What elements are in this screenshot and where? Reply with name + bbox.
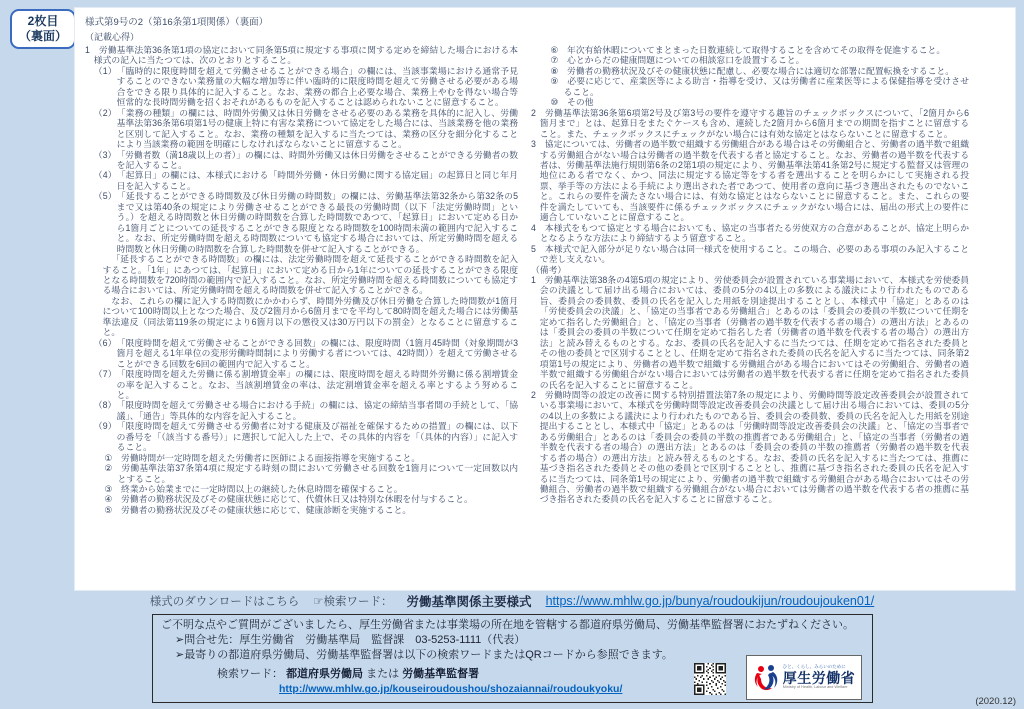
instruction-item-1-2: （2） 「業務の種類」の欄には、時間外労働又は休日労働をさせる必要のある業務を具体的に記入し、労働基準法第36条第6項第1号の健康上特に有害な業務について協定をした場合には、当該業務を他の業務と区別して記入すること。なお、業務の種類を記入するに当たつては、業務の区分を細分化することにより当該業務の範囲を明確にしなければならないことに留意すること。 [93, 107, 518, 150]
search-word-label: 検索ワード： [217, 667, 283, 680]
mhlw-logo [746, 655, 862, 700]
mhlw-logo-icon [753, 663, 779, 693]
mhlw-logo-tagline: ひと、くらし、みらいのために [782, 664, 846, 670]
remarks-item-2: 2 労働時間等の設定の改善に関する特別措置法第7条の規定により、労働時間等設定改善委員会が設置されている事業場において、本様式を労働時間等設定改善委員会の決議として届け出る場合においては、委員の5分の4以上の多数による議決により行われたものである旨、委員会の委員数、委員の氏名を記入した用紙を別途提出することとし、本様式中「協定」とあるのは「労働時間等設定改善委員会の決議」と、「協定の当事者である労働組合」とあるのは「委員会の委員の半数の推薦者である労働組合」と、「協定の当事者（労働者の過半数を代表する者の場合）の選出方法」とあるのは「委員会の委員の半数の推薦者（労働者の過半数を代表する者の場合）の選出方法」と読み替えるものとする。なお、委員の氏名を記入するに当たつては、推薦に基づき指名された委員とその他の委員とで区別することとし、推薦に基づき指名された委員の氏名を記入するに当たつては、同条第1号の規定により、労働者の過半数で組織する労働組合がある場合においてはその労働組合、労働者の過半数で組織する労働組合がない場合においては労働者の過半数を代表する者の推薦に基づき指名された委員の氏名を記入することに留意すること。 [531, 389, 969, 505]
measure-item-3: ③ 終業から始業までに一定時間以上の継続した休息時間を確保すること。 [104, 484, 403, 495]
mhlw-logo-subtitle: Ministry of Health, Labour and Welfare [782, 684, 848, 689]
contact-phone-line: ➢問合せ先：厚生労働省 労働基準局 監督課 03-5253-1111（代表） [175, 633, 526, 646]
instruction-item-1-4: （4） 「起算日」の欄には、本様式における「時間外労働・休日労働に関する協定届」の起算日と同じ年月日を記入すること。 [93, 170, 518, 191]
instruction-item-1-7: （7） 「限度時間を超えた労働に係る割増賃金率」の欄には、限度時間を超える時間外労働に係る割増賃金の率を記入すること。なお、当該割増賃金の率は、法定割増賃金率を超える率とするよう努めること。 [93, 369, 518, 400]
instruction-item-1-9: （9） 「限度時間を超えて労働させる労働者に対する健康及び福祉を確保するための措置」の欄には、以下の番号を「（該当する番号）」に選択して記入した上で、その具体的内容を「（具体的内容）」に記入すること。 [93, 421, 518, 453]
version-label: (2020.12) [975, 696, 1016, 707]
remarks-item-1: 1 労働基準法第38条の4第5項の規定により、労使委員会が設置されている事業場において、本様式を労使委員会の決議として届け出る場合においては、委員の5分の4以上の多数による議決により行われたものである旨、委員会の委員数、委員の氏名を記入した用紙を別途提出することとし、本様式中「協定」とあるのは「労使委員会の決議」と、「協定の当事者である労働組合」とあるのは「委員会の委員の半数について任期を定めて指名した労働組合」と、「協定の当事者（労働者の過半数を代表する者の場合）の選出方法」とあるのは「委員会の委員の半数について任期を定めて指名した者（労働者の過半数を代表する者の場合）の選出方法」と読み替えるものとする。なお、委員の氏名を記入するに当たつては、任期を定めて指名された委員とその他の委員とで区別することとし、任期を定めて指名された委員の氏名を記入するに当たつては、同条第2項第1号の規定により、労働者の過半数で組織する労働組合がある場合においてはその労働組合、労働者の過半数で組織する労働組合がない場合においては労働者の過半数を代表する者に任期を定めて指名された委員の氏名を記入することに留意すること。 [531, 274, 969, 390]
download-search-keyword: 労働基準関係主要様式 [406, 595, 532, 609]
instruction-item-1-8: （8） 「限度時間を超えて労働させる場合における手続」の欄には、協定の締結当事者間の手続として、「協議」、「通告」等具体的な内容を記入すること。 [93, 400, 518, 421]
download-label: 様式のダウンロードはこちら [149, 596, 300, 608]
search-word-conjunction: または [366, 667, 400, 680]
measure-item-4: ④ 労働者の勤務状況及びその健康状態に応じて、代償休日又は特別な休暇を付与すること。 [104, 494, 473, 505]
instruction-item-3: 3 協定については、労働者の過半数で組織する労働組合がある場合はその労働組合と、労働者の過半数で組織する労働組合がない場合は労働者の過半数を代表する者と協定すること。なお、労働者の過半数を代表する者は、労働基準法施行規則第6条の2第1項の規定により、労働基準法第41条第2号に規定する監督又は管理の地位にある者でなく、かつ、同法に規定する協定等をする者を選出することを明らかにして実施される投票、挙手等の方法による手続により選出された者であつて、使用者の意向に基づき選出されたものでないこと。これらの要件を満たさない場合には、有効な協定とはならないことに留意すること。また、これらの要件を満たしていても、当該要件に係るチェックボックスにチェックがない場合には、届出の形式上の要件に適合していないことに留意すること。 [531, 139, 969, 223]
instruction-item-2: 2 労働基準法第36条第6項第2号及び第3号の要件を遵守する趣旨のチェックボックスについて、「2箇月から6箇月まで」とは、起算日をまたぐケースも含め、連続した2箇月から6箇月までの期間を指すことに留意すること。また、チェックボックスにチェックがない場合には有効な協定とはならないことに留意すること。 [531, 107, 969, 139]
right-column [531, 45, 969, 590]
instruction-item-1-5-sub2: なお、これらの欄に記入する時間数にかかわらず、時間外労働及び休日労働を合算した時間数が1箇月について100時間以上となつた場合、及び2箇月から6箇月までを平均して80時間を超えた場合には労働基準法違反（同法第119条の規定により6箇月以下の懲役又は30万円以下の罰金）となることに留意すること。 [102, 295, 518, 338]
instruction-item-1: 1 労働基準法第36条第1項の協定において同条第5項に規定する事項に関する定めを締結した場合における本様式の記入に当たつては、次のとおりとすること。 [85, 45, 518, 66]
measure-item-5: ⑤ 労働者の勤務状況及びその健康状態に応じて、健康診断を実施すること。 [104, 504, 412, 515]
badge-line1: 2枚目 [27, 14, 59, 28]
badge-line2: （裏面） [18, 29, 67, 43]
pointer-hand-icon: ☞検索ワード： [313, 596, 393, 608]
search-word-1: 都道府県労働局 [286, 667, 364, 680]
instruction-columns [85, 45, 969, 590]
form-subtitle: （記載心得） [85, 32, 140, 42]
instruction-item-5: 5 本様式で記入部分が足りない場合は同一様式を使用すること。この場合、必要のある事項のみ記入することで差し支えない。 [531, 243, 969, 265]
form-title: 様式第9号の2（第16条第1項関係）（裏面） [85, 17, 269, 28]
measure-item-2: ② 労働基準法第37条第4項に規定する時刻の間において労働させる回数を1箇月について一定回数以内とすること。 [104, 463, 518, 484]
qr-code [694, 663, 726, 695]
contact-line1: ご不明な点やご質問がございましたら、厚生労働省または事業場の所在地を管轄する都道府県労働局、労働基準監督署におたずねください。 [161, 619, 854, 631]
measure-item-9: ⑨ 必要に応じて、産業医等による助言・指導を受け、又は労働者に産業医等による保健指導を受けさせること。 [550, 76, 969, 97]
instruction-item-1-5-sub1: 「延長することができる時間数」の欄には、法定労働時間を超えて延長することができる時間数を記入すること。「1年」にあつては、「起算日」において定める日から1年についての延長することができる限度となる時間数を720時間の範囲内で記入すること。なお、所定労働時間を超える時間数についても協定する場合においては、所定労働時間を超える時間数を併せて記入することができる。 [102, 254, 518, 296]
instruction-item-1-6: （6） 「限度時間を超えて労働させることができる回数」の欄には、限度時間（1箇月45時間（対象期間が3箇月を超える1年単位の変形労働時間制により労働する者については、42時間））を超えて労働させることができる回数を6回の範囲内で記入すること。 [93, 337, 518, 369]
page-number-badge [10, 9, 76, 49]
form-back-page [75, 8, 1015, 590]
measure-item-1: ① 労働時間が一定時間を超えた労働者に医師による面接指導を実施すること。 [104, 452, 421, 463]
instruction-item-1-3: （3） 「労働者数（満18歳以上の者）」の欄には、時間外労働又は休日労働をさせることができる労働者の数を記入すること。 [93, 149, 518, 170]
contact-search-note: ➢最寄りの都道府県労働局、労働基準監督署は以下の検索ワードまたはQRコードから参照できます。 [175, 648, 673, 661]
measure-item-6: ⑥ 年次有給休暇についてまとまった日数連続して取得することを含めてその取得を促進すること。 [550, 45, 946, 55]
instruction-item-1-5: （5） 「延長することができる時間数及び休日労働の時間数」の欄には、労働基準法第32条から第32条の5まで又は第40条の規定により労働させることができる最長の労働時間（以下「法定労働時間」という。）を超える時間数と休日労働の時間数を合算した時間数であつて、「起算日」において定める日から1箇月ごとについての延長することができる限度となる時間数を100時間未満の範囲内で記入すること。なお、所定労働時間を超える時間数についても協定する場合においては、所定労働時間を超える時間数と休日労働の時間数を合算した時間数を併せて記入することができる。 [93, 191, 518, 254]
instruction-item-1-1: （1） 「臨時的に限度時間を超えて労働させることができる場合」の欄には、当該事業場における通常予見することのできない業務量の大幅な増加等に伴い臨時的に限度時間を超えて労働させる必要がある場合をできる限り具体的に記入すること。なお、業務の都合上必要な場合、業務上やむを得ない場合等恒常的な長時間労働を招くおそれがあるものを記入することは認められないことに留意すること。 [93, 65, 518, 108]
contact-info-box [152, 614, 873, 703]
mhlw-logo-name: 厚生労働省 [782, 669, 856, 686]
mhlw-logo-text [783, 665, 856, 689]
download-url-link[interactable]: https://www.mhlw.go.jp/bunya/roudoukijun/roudoujouken01/ [545, 594, 875, 608]
search-word-2: 労働基準監督署 [402, 667, 480, 680]
instruction-item-4: 4 本様式をもつて協定とする場合においても、協定の当事者たる労使双方の合意があることが、協定上明らかとなるような方法により締結するよう留意すること。 [531, 222, 969, 244]
measure-item-8: ⑧ 労働者の勤務状況及びその健康状態に配慮し、必要な場合には適切な部署に配置転換をすること。 [550, 65, 955, 76]
measure-item-10: ⑩ その他 [550, 97, 594, 108]
left-column [85, 45, 518, 590]
download-band [0, 590, 1024, 612]
measure-item-7: ⑦ 心とからだの健康問題についての相談窓口を設置すること。 [550, 55, 805, 66]
labour-bureau-url-link[interactable]: http://www.mhlw.go.jp/kouseiroudoushou/shozaiannai/roudoukyoku/ [279, 683, 623, 696]
remarks-heading: （備考） [531, 264, 567, 275]
